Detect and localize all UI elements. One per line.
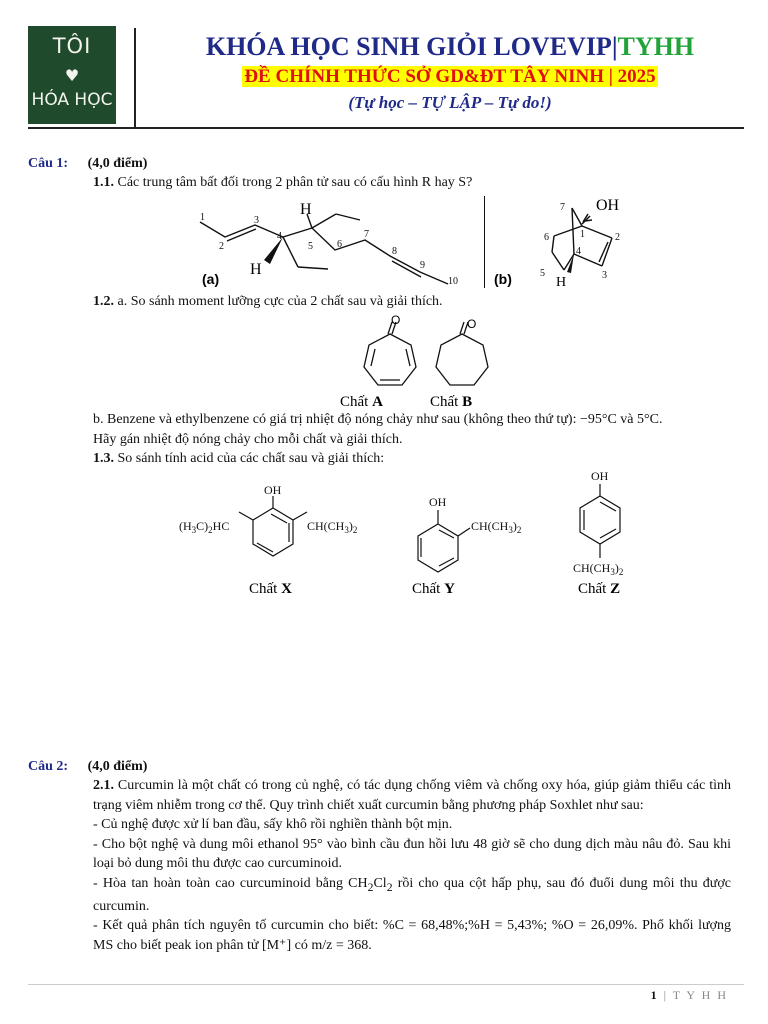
q1-part1: 1.1. Các trung tâm bất đối trong 2 phân tử sau có cấu hình R hay S? bbox=[93, 175, 473, 190]
molecule-divider bbox=[484, 196, 485, 288]
compounds-xyz bbox=[175, 466, 675, 600]
q2-part1: 2.1. Curcumin là một chất có trong củ nghệ, có tác dụng chống viêm và chống oxy hóa, giúp giảm thiểu các tình trạng viêm nhiễm trong cơ thể. Quy trình chiết xuất curcumin bằng phương pháp Soxhlet như sau: bbox=[93, 778, 731, 813]
z-oh: OH bbox=[591, 469, 609, 483]
q1-part2: 1.2. a. So sánh moment lưỡng cực của 2 chất sau và giải thích. bbox=[93, 294, 443, 309]
svg-text:5: 5 bbox=[540, 268, 545, 279]
h-bottom-label: H bbox=[250, 261, 262, 278]
compounds-ab bbox=[330, 312, 510, 410]
footer-rule bbox=[28, 984, 744, 985]
svg-text:5: 5 bbox=[308, 241, 313, 252]
label-a: (a) bbox=[202, 271, 220, 287]
q1-part2b: b. Benzene và ethylbenzene có giá trị nhiệt độ nóng chảy như sau (không theo thứ tự): −95°C và 5°C. Hãy gán nhiệt độ nóng chảy cho mỗi chất và giải thích. bbox=[93, 412, 663, 447]
page-number: 1 bbox=[650, 988, 659, 1002]
q1-label: Câu 1: bbox=[28, 156, 69, 171]
oxygen-label-a: O bbox=[391, 313, 401, 327]
y-right-group: $CH(CH_3)_2$ bbox=[471, 519, 522, 535]
header-divider bbox=[134, 28, 136, 128]
page-title: KHÓA HỌC SINH GIỎI LOVEVIP|TYHH bbox=[205, 32, 695, 61]
svg-text:2: 2 bbox=[615, 232, 620, 243]
svg-text:7: 7 bbox=[364, 229, 369, 240]
svg-text:4: 4 bbox=[576, 246, 581, 257]
q2-step4: - Kết quả phân tích nguyên tố curcumin cho biết: %C = 68,48%;%H = 5,43%; %O = 26,09%. Phổ khối lượng MS cho biết peak ion phân tử [M⁺] có m/z = 368. bbox=[93, 918, 731, 953]
h-top-label: H bbox=[300, 201, 312, 218]
q2-body bbox=[93, 776, 731, 955]
label-b: (b) bbox=[494, 271, 512, 287]
logo-line2: HÓA HỌC bbox=[31, 90, 113, 110]
exam-subtitle: ĐỀ CHÍNH THỨC SỞ GD&ĐT TÂY NINH | 2025 bbox=[244, 66, 656, 87]
q2-step1: - Củ nghệ được xử lí ban đầu, sấy khô rồi nghiền thành bột mịn. bbox=[93, 817, 453, 832]
q1-part3: 1.3. So sánh tính acid của các chất sau và giải thích: bbox=[93, 451, 385, 466]
q2-step2: - Cho bột nghệ và dung môi ethanol 95° vào bình cầu đun hồi lưu 48 giờ sẽ cho dung dịch màu nâu đỏ. Sau khi loại bỏ dung môi thu được cao curcuminoid. bbox=[93, 836, 731, 871]
motto: (Tự học – TỰ LẬP – Tự do!) bbox=[348, 93, 552, 112]
y-oh: OH bbox=[429, 495, 447, 509]
title-accent: TYHH bbox=[617, 32, 695, 61]
svg-text:3: 3 bbox=[602, 270, 607, 281]
x-right-group: $CH(CH_3)_2$ bbox=[307, 519, 358, 535]
logo-line1: TÔI bbox=[52, 34, 92, 58]
svg-text:1: 1 bbox=[200, 212, 205, 223]
q1-points: (4,0 điểm) bbox=[87, 156, 148, 171]
svg-text:1: 1 bbox=[580, 229, 585, 240]
svg-text:3: 3 bbox=[254, 215, 259, 226]
svg-text:2: 2 bbox=[219, 241, 224, 252]
svg-text:8: 8 bbox=[392, 246, 397, 257]
heart-icon: ♥ bbox=[64, 66, 80, 85]
molecule-b bbox=[490, 192, 640, 292]
q2-points: (4,0 điểm) bbox=[87, 759, 148, 774]
chat-x-label: Chất X bbox=[249, 581, 292, 597]
svg-text:6: 6 bbox=[544, 232, 549, 243]
header-rule bbox=[28, 127, 744, 129]
svg-text:6: 6 bbox=[337, 239, 342, 250]
q2-heading bbox=[28, 759, 147, 775]
svg-text:10: 10 bbox=[448, 276, 458, 287]
svg-text:4: 4 bbox=[277, 231, 282, 242]
q1-heading bbox=[28, 156, 147, 172]
molecule-a bbox=[180, 192, 480, 292]
oh-label: OH bbox=[596, 197, 620, 214]
h-label-b: H bbox=[556, 275, 567, 290]
x-oh: OH bbox=[264, 483, 282, 497]
page-footer: 1 | T Y H H bbox=[650, 988, 728, 1002]
chat-b-label: Chất B bbox=[430, 394, 473, 410]
svg-text:7: 7 bbox=[560, 202, 565, 213]
footer-brand: T Y H H bbox=[672, 988, 728, 1002]
x-left-group: $(H_3C)_2HC$ bbox=[179, 519, 230, 535]
q2-step3: - Hòa tan hoàn toàn cao curcuminoid bằng $CH_2Cl_2$ rồi cho qua cột hấp phụ, sau đó đuổi dung môi thu được curcumin. bbox=[93, 875, 731, 914]
z-bottom-group: $CH(CH_3)_2$ bbox=[573, 561, 624, 577]
chat-z-label: Chất Z bbox=[578, 581, 621, 597]
logo bbox=[28, 26, 116, 124]
svg-text:9: 9 bbox=[420, 260, 425, 271]
chat-y-label: Chất Y bbox=[412, 581, 455, 597]
q2-label: Câu 2: bbox=[28, 759, 69, 774]
oxygen-label-b: O bbox=[467, 317, 477, 331]
chat-a-label: Chất A bbox=[340, 394, 383, 410]
